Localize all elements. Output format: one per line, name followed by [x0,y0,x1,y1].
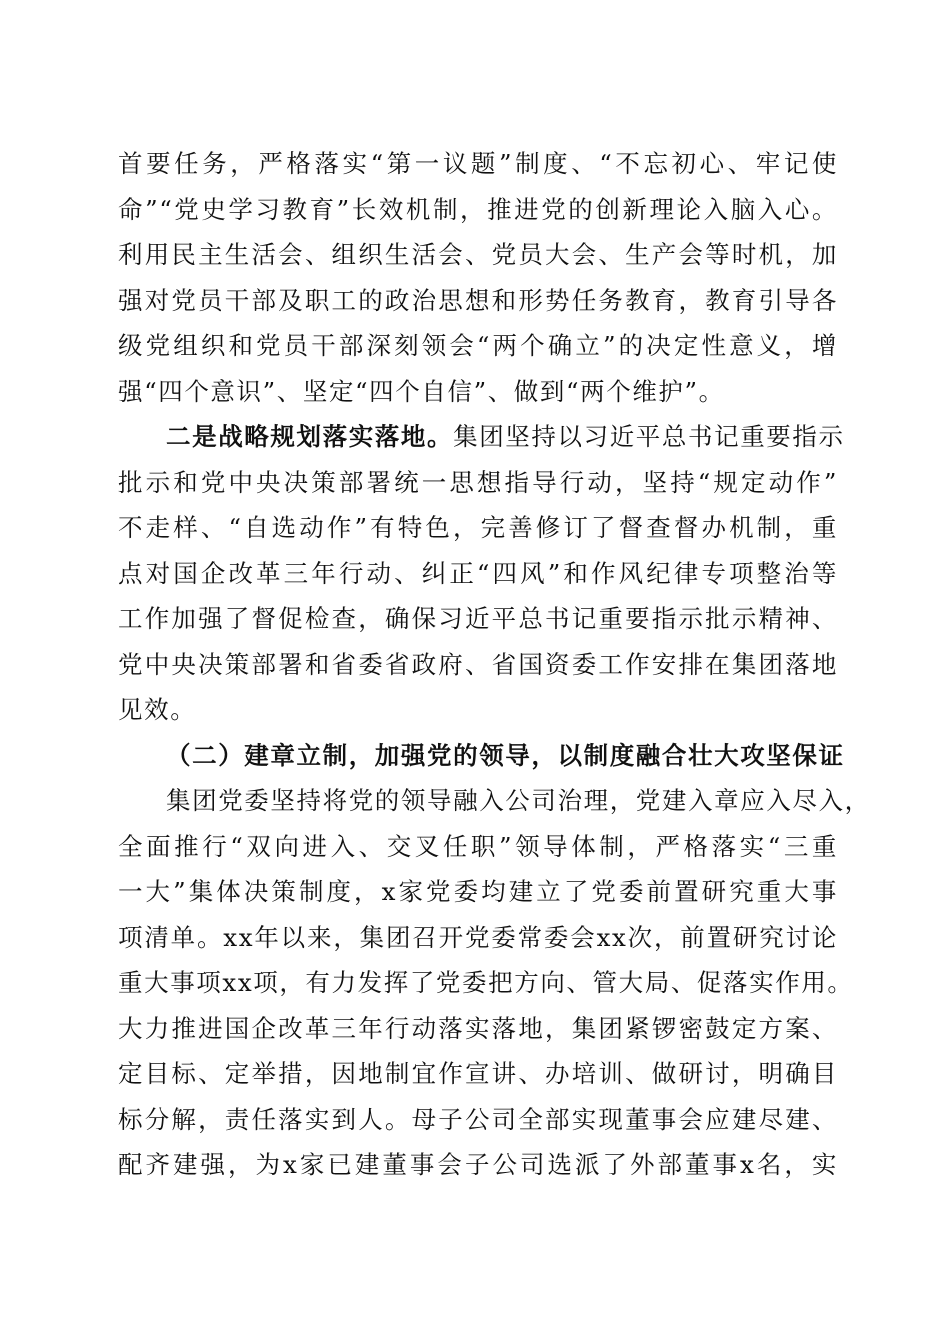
text-line: 重大事项xx项，有力发挥了党委把方向、管大局、促落实作用。 [118,968,854,997]
text-line: 标分解，责任落实到人。母子公司全部实现董事会应建尽建、 [118,1104,838,1134]
paragraph-1 [118,141,838,414]
text-line: 点对国企改革三年行动、纠正“四风”和作风纪律专项整治等 [118,558,838,588]
text-line: 配齐建强，为x家已建董事会子公司选派了外部董事x名，实 [118,1150,838,1179]
text-line: 强“四个意识”、坚定“四个自信”、做到“两个维护”。 [118,376,725,406]
paragraph-2 [118,414,845,733]
text-line: 首要任务，严格落实“第一议题”制度、“不忘初心、牢记使 [118,149,838,178]
text-line: 批示和党中央决策部署统一思想指导行动，坚持“规定动作” [118,467,838,497]
document-body [118,141,871,1188]
text-line: 工作加强了督促检查，确保习近平总书记重要指示批示精神、 [118,604,838,633]
text-line: 大力推进国企改革三年行动落实落地，集团紧锣密鼓定方案、 [118,1013,838,1043]
text-segment: 集团坚持以习近平总书记重要指示 [453,422,845,451]
text-line: 定目标、定举措，因地制宜作宣讲、办培训、做研讨，明确目 [118,1059,838,1088]
text-line: 项清单。xx年以来，集团召开党委常委会xx次，前置研究讨论 [118,922,838,952]
text-line: 级党组织和党员干部深刻领会“两个确立”的决定性意义，增 [118,331,838,360]
paragraph-3 [118,778,871,1188]
text-line: 强对党员干部及职工的政治思想和形势任务教育，教育引导各 [118,285,838,315]
paragraph-lead: 二是战略规划落实落地。 [166,422,454,451]
text-line: 一大”集体决策制度，x家党委均建立了党委前置研究重大事 [118,877,838,906]
section-heading: （二）建章立制，加强党的领导，以制度融合壮大攻坚保证 [166,740,845,770]
text-line: 集团党委坚持将党的领导融入公司治理，党建入章应入尽入， [166,786,871,815]
text-line: 全面推行“双向进入、交叉任职”领导体制，严格落实“三重 [118,831,838,861]
text-line [118,414,845,460]
text-line: 不走样、“自选动作”有特色，完善修订了督查督办机制，重 [118,513,838,542]
text-line: 党中央决策部署和省委省政府、省国资委工作安排在集团落地 [118,649,838,679]
text-line: 利用民主生活会、组织生活会、党员大会、生产会等时机，加 [118,240,838,269]
text-line: 见效。 [118,695,197,724]
text-line: 命”“党史学习教育”长效机制，推进党的创新理论入脑入心。 [118,194,838,224]
